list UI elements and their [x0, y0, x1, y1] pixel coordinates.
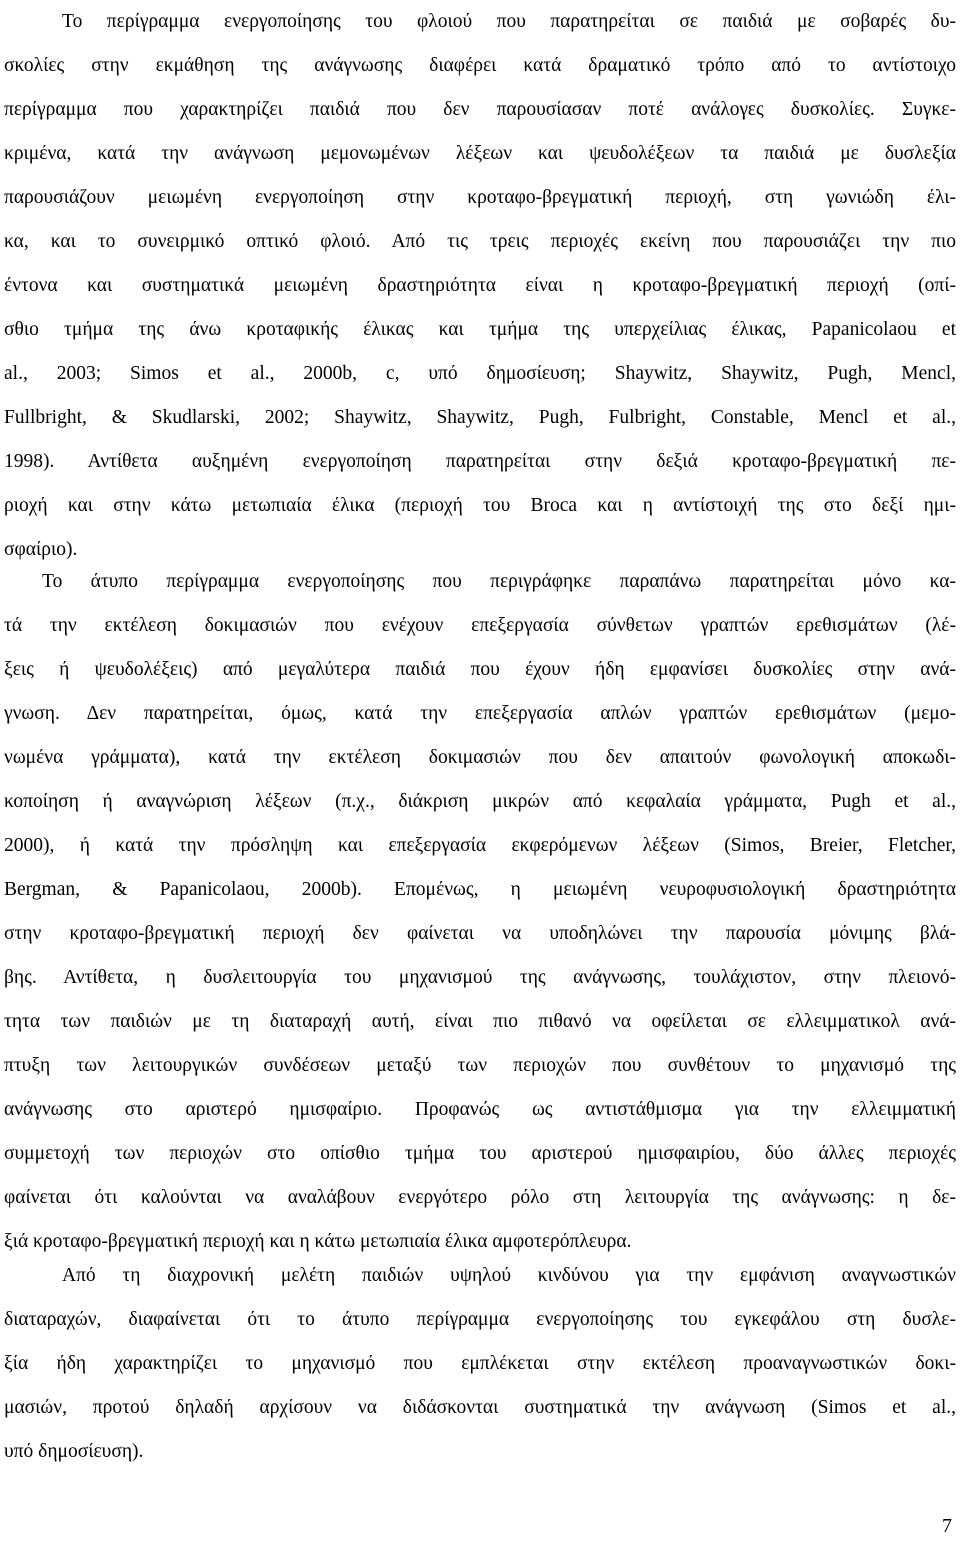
text-line: έντονα και συστηματικά μειωμένη δραστηριότητα είναι η κροταφο-βρεγματική περιοχή (οπί- [4, 275, 956, 296]
text-line: 1998). Αντίθετα αυξημένη ενεργοποίηση παρατηρείται στην δεξιά κροταφο-βρεγματική πε- [4, 451, 956, 472]
text-line: μασιών, προτού δηλαδή αρχίσουν να διδάσκονται συστηματικά την ανάγνωση (Simos et al., [4, 1397, 956, 1418]
text-line: παρουσιάζουν μειωμένη ενεργοποίηση στην κροταφο-βρεγματική περιοχή, στη γωνιώδη έλι- [4, 187, 956, 208]
text-line: φαίνεται ότι καλούνται να αναλάβουν ενεργότερο ρόλο στη λειτουργία της ανάγνωσης: η δε- [4, 1187, 956, 1208]
text-line: ξία ήδη χαρακτηρίζει το μηχανισμό που εμπλέκεται στην εκτέλεση προαναγνωστικών δοκι- [4, 1353, 956, 1374]
text-line: κριμένα, κατά την ανάγνωση μεμονωμένων λέξεων και ψευδολέξεων τα παιδιά με δυσλεξία [4, 143, 956, 164]
text-line: νωμένα γράμματα), κατά την εκτέλεση δοκιμασιών που δεν απαιτούν φωνολογική αποκωδι- [4, 747, 956, 768]
text-line: ξιά κροταφο-βρεγματική περιοχή και η κάτω μετωπιαία έλικα αμφοτερόπλευρα. [4, 1231, 632, 1252]
text-line: ριοχή και στην κάτω μετωπιαία έλικα (περιοχή του Broca και η αντίστοιχή της στο δεξί ημι- [4, 495, 956, 516]
text-line: al., 2003; Simos et al., 2000b, c, υπό δημοσίευση; Shaywitz, Shaywitz, Pugh, Mencl, [4, 363, 956, 384]
text-line: βης. Αντίθετα, η δυσλειτουργία του μηχανισμού της ανάγνωσης, τουλάχιστον, στην πλειονό- [4, 967, 956, 988]
text-line: τά την εκτέλεση δοκιμασιών που ενέχουν επεξεργασία σύνθετων γραπτών ερεθισμάτων (λέ- [4, 615, 956, 636]
text-line: διαταραχών, διαφαίνεται ότι το άτυπο περίγραμμα ενεργοποίησης του εγκεφάλου στη δυσλε- [4, 1309, 956, 1330]
text-line: ανάγνωσης στο αριστερό ημισφαίριο. Προφανώς ως αντιστάθμισμα για την ελλειμματική [4, 1099, 956, 1120]
text-line: συμμετοχή των περιοχών στο οπίσθιο τμήμα του αριστερού ημισφαιρίου, δύο άλλες περιοχές [4, 1143, 956, 1164]
text-line: Bergman, & Papanicolaou, 2000b). Επομένως, η μειωμένη νευροφυσιολογική δραστηριότητα [4, 879, 956, 900]
text-line: τητα των παιδιών με τη διαταραχή αυτή, είναι πιο πιθανό να οφείλεται σε ελλειμματικολ ανά- [4, 1011, 956, 1032]
text-line: στην κροταφο-βρεγματική περιοχή δεν φαίνεται να υποδηλώνει την παρουσία μόνιμης βλά- [4, 923, 956, 944]
text-line: κα, και το συνειρμικό οπτικό φλοιό. Από τις τρεις περιοχές εκείνη που παρουσιάζει την πιο [4, 231, 956, 252]
text-line: κοποίηση ή αναγνώριση λέξεων (π.χ., διάκριση μικρών από κεφαλαία γράμματα, Pugh et al., [4, 791, 956, 812]
text-line: 2000), ή κατά την πρόσληψη και επεξεργασία εκφερόμενων λέξεων (Simos, Breier, Fletcher, [4, 835, 956, 856]
text-line: σκολίες στην εκμάθηση της ανάγνωσης διαφέρει κατά δραματικό τρόπο από το αντίστοιχο [4, 55, 956, 76]
text-line: Fullbright, & Skudlarski, 2002; Shaywitz, Shaywitz, Pugh, Fulbright, Constable, Mencl et al., [4, 407, 956, 428]
text-line: σφαίριο). [4, 539, 78, 560]
text-line: ξεις ή ψευδολέξεις) από μεγαλύτερα παιδιά που έχουν ήδη εμφανίσει δυσκολίες στην ανά- [4, 659, 956, 680]
text-line: περίγραμμα που χαρακτηρίζει παιδιά που δεν παρουσίασαν ποτέ ανάλογες δυσκολίες. Συγκε- [4, 99, 956, 120]
text-line: πτυξη των λειτουργικών συνδέσεων μεταξύ των περιοχών που συνθέτουν το μηχανισμό της [4, 1055, 956, 1076]
text-line: υπό δημοσίευση). [4, 1441, 144, 1462]
text-line: Από τη διαχρονική μελέτη παιδιών υψηλού κινδύνου για την εμφάνιση αναγνωστικών [62, 1265, 956, 1286]
text-line: γνωση. Δεν παρατηρείται, όμως, κατά την επεξεργασία απλών γραπτών ερεθισμάτων (μεμο- [4, 703, 956, 724]
text-line: Το άτυπο περίγραμμα ενεργοποίησης που περιγράφηκε παραπάνω παρατηρείται μόνο κα- [42, 571, 956, 592]
text-line: Το περίγραμμα ενεργοποίησης του φλοιού που παρατηρείται σε παιδιά με σοβαρές δυ- [62, 11, 956, 32]
page-number: 7 [942, 1515, 952, 1537]
text-line: σθιο τμήμα της άνω κροταφικής έλικας και τμήμα της υπερχείλιας έλικας, Papanicolaou et [4, 319, 956, 340]
